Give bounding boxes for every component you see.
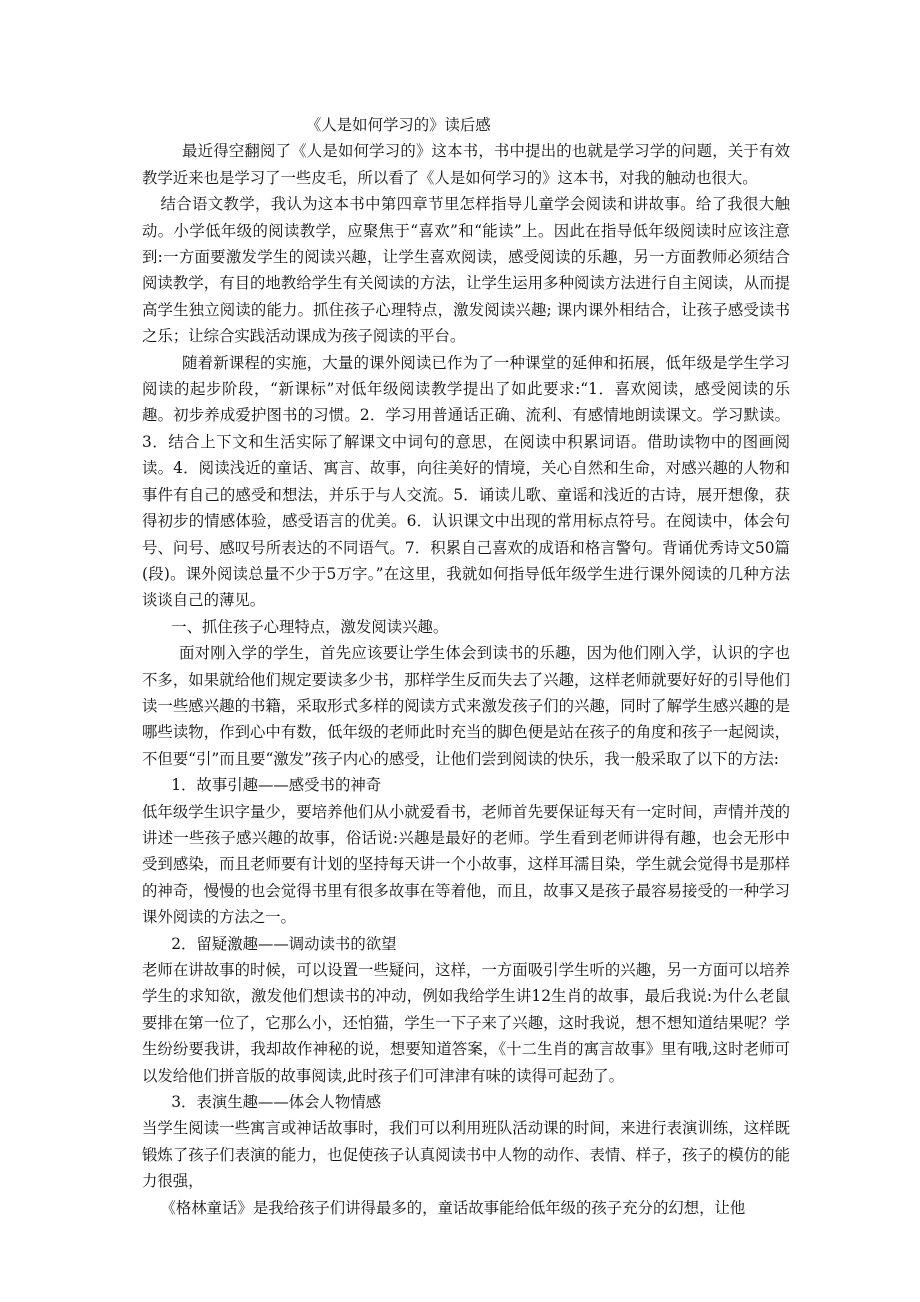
paragraph-curriculum-requirements: 随着新课程的实施，大量的课外阅读已作为了一种课堂的延伸和拓展，低年级是学生学习阅读的起步阶段，“新课标”对低年级阅读教学提出了如此要求:“1．喜欢阅读，感受阅读的乐趣。初步养成爱护图书的习惯。2．学习用普通话正确、流利、有感情地朗读课文。学习默读。3．结合上下文和生活实际了解课文中词句的意思，在阅读中积累词语。借助读物中的图画阅读。4．阅读浅近的童话、寓言、故事，向往美好的情境，关心自然和生命，对感兴趣的人物和事件有自己的感受和想法，并乐于与人交流。5．诵读儿歌、童谣和浅近的古诗，展开想像，获得初步的情感体验，感受语言的优美。6．认识课文中出现的常用标点符号。在阅读中，体会句号、问号、感叹号所表达的不同语气。7．积累自己喜欢的成语和格言警句。背诵优秀诗文50篇(段)。课外阅读总量不少于5万字。”在这里，我就如何指导低年级学生进行课外阅读的几种方法谈谈自己的薄见。 bbox=[142, 353, 790, 610]
paragraph-reading-instruction: 结合语文教学，我认为这本书中第四章节里怎样指导儿童学会阅读和讲故事。给了我很大触动。小学低年级的阅读教学，应聚焦于“喜欢”和“能读”上。因此在指导低年级阅读时应该注意到:一方面要激发学生的阅读兴趣，让学生喜欢阅读，感受阅读的乐趣，另一方面教师必须结合阅读教学，有目的地教给学生有关阅读的方法，让学生运用多种阅读方法进行自主阅读，从而提高学生独立阅读的能力。抓住孩子心理特点，激发阅读兴趣; 课内课外相结合，让孩子感受读书之乐；让综合实践活动课成为孩子阅读的平台。 bbox=[142, 195, 790, 346]
paragraph-intro: 最近得空翻阅了《人是如何学习的》这本书，书中提出的也就是学习学的问题，关于有效教学近来也是学习了一些皮毛，所以看了《人是如何学习的》这本书，对我的触动也很大。 bbox=[142, 142, 790, 187]
document-title: 《人是如何学习的》读后感 bbox=[306, 116, 491, 134]
subheading-question-interest: 2．留疑激趣——调动读书的欲望 bbox=[171, 934, 397, 953]
paragraph-grimm-fairy-tales: 《格林童话》是我给孩子们讲得最多的，童话故事能给低年级的孩子充分的幻想，让他 bbox=[160, 1198, 746, 1217]
paragraph-new-students: 面对刚入学的学生，首先应该要让学生体会到读书的乐趣，因为他们刚入学，认识的字也不多，如果就给他们规定要读多少书，那样学生反而失去了兴趣，这样老师就要好好的引导他们读一些感兴趣的书籍，采取形式多样的阅读方式来激发孩子们的兴趣，同时了解学生感兴趣的是哪些读物，作到心中有数，低年级的老师此时充当的脚色便是站在孩子的角度和孩子一起阅读，不但要“引”而且要“激发”孩子内心的感受，让他们尝到阅读的快乐，我一般采取了以下的方法: bbox=[142, 644, 790, 768]
document-body bbox=[142, 112, 790, 1221]
section-heading-1: 一、抓住孩子心理特点，激发阅读兴趣。 bbox=[171, 617, 449, 636]
paragraph-question-interest: 老师在讲故事的时候，可以设置一些疑问，这样，一方面吸引学生听的兴趣，另一方面可以培养学生的求知欲，激发他们想读书的冲动，例如我给学生讲12生肖的故事，最后我说:为什么老鼠要排在第一位了，它那么小，还怕猫，学生一下子来了兴趣，这时我说，想不想知道结果呢？学生纷纷要我讲，我却故作神秘的说，想要知道答案，《十二生肖的寓言故事》里有哦,这时老师可以发给他们拼音版的故事阅读,此时孩子们可津津有味的读得可起劲了。 bbox=[142, 961, 790, 1085]
subheading-performance-interest: 3．表演生趣——体会人物情感 bbox=[171, 1093, 382, 1112]
paragraph-performance-interest: 当学生阅读一些寓言或神话故事时，我们可以利用班队活动课的时间，来进行表演训练，这样既锻炼了孩子们表演的能力，也促使孩子认真阅读书中人物的动作、表情、样子，孩子的模仿的能力很强， bbox=[142, 1119, 790, 1191]
paragraph-story-interest: 低年级学生识字量少，要培养他们从小就爱看书，老师首先要保证每天有一定时间，声情并茂的讲述一些孩子感兴趣的故事，俗话说:兴趣是最好的老师。学生看到老师讲得有趣，也会无形中受到感染，而且老师要有计划的坚持每天讲一个小故事，这样耳濡目染，学生就会觉得书是那样的神奇，慢慢的也会觉得书里有很多故事在等着他，而且，故事又是孩子最容易接受的一种学习课外阅读的方法之一。 bbox=[142, 802, 790, 927]
subheading-story-interest: 1．故事引趣——感受书的神奇 bbox=[171, 776, 382, 795]
